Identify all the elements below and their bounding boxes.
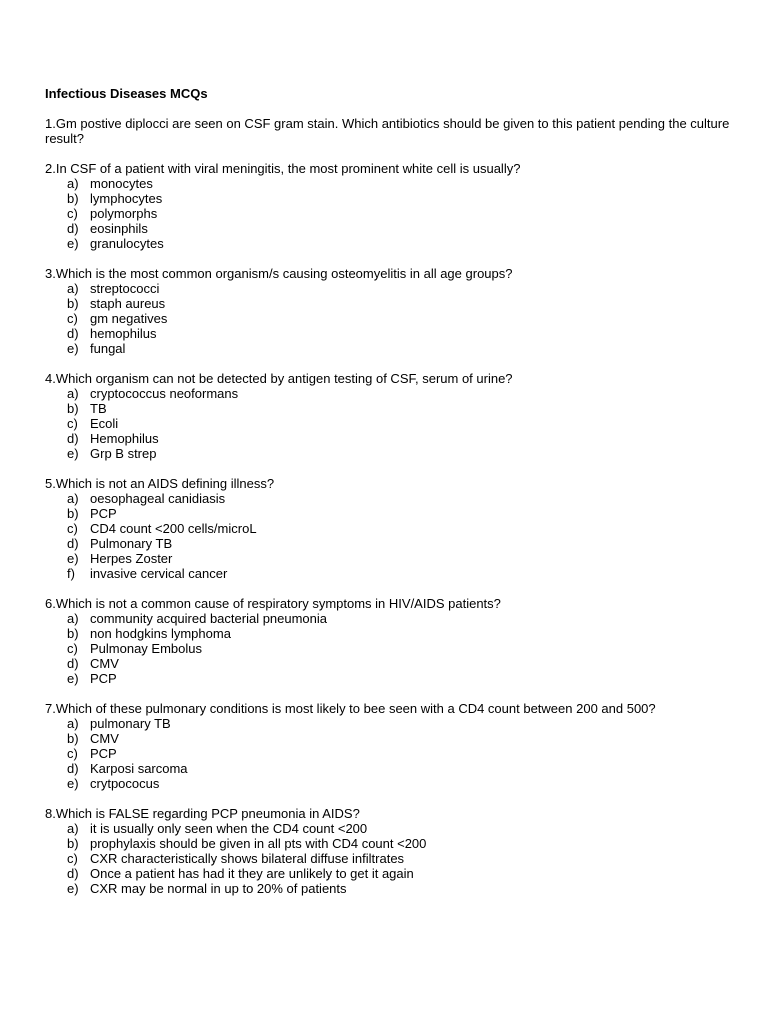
answer-option <box>45 326 735 341</box>
option-letter: a) <box>67 281 79 296</box>
option-letter: c) <box>67 206 78 221</box>
option-letter: d) <box>67 536 79 551</box>
answer-option <box>45 851 735 866</box>
option-letter: d) <box>67 866 79 881</box>
answer-option <box>45 191 735 206</box>
answer-option <box>45 221 735 236</box>
option-text: cryptococcus neoformans <box>90 386 239 401</box>
option-letter: d) <box>67 431 79 446</box>
answer-options <box>45 611 735 686</box>
option-text: CD4 count <200 cells/microL <box>90 521 257 536</box>
answer-options <box>45 386 735 461</box>
option-text: gm negatives <box>90 311 168 326</box>
option-letter: e) <box>67 881 79 896</box>
answer-option <box>45 491 735 506</box>
option-letter: a) <box>67 386 79 401</box>
option-letter: e) <box>67 236 79 251</box>
option-text: staph aureus <box>90 296 166 311</box>
answer-option <box>45 416 735 431</box>
answer-option <box>45 206 735 221</box>
option-text: non hodgkins lymphoma <box>90 626 231 641</box>
question-stem: 8.Which is FALSE regarding PCP pneumonia in AIDS? <box>45 806 360 821</box>
option-text: eosinphils <box>90 221 148 236</box>
option-letter: d) <box>67 326 79 341</box>
option-letter: c) <box>67 311 78 326</box>
option-letter: c) <box>67 851 78 866</box>
answer-option <box>45 656 735 671</box>
question-stem: 2.In CSF of a patient with viral meningitis, the most prominent white cell is usually? <box>45 161 521 176</box>
option-text: Grp B strep <box>90 446 157 461</box>
option-text: community acquired bacterial pneumonia <box>90 611 328 626</box>
answer-option <box>45 866 735 881</box>
question-stem: 5.Which is not an AIDS defining illness? <box>45 476 275 491</box>
option-text: lymphocytes <box>90 191 163 206</box>
answer-option <box>45 386 735 401</box>
answer-options <box>45 716 735 791</box>
option-letter: a) <box>67 176 79 191</box>
answer-option <box>45 626 735 641</box>
option-letter: d) <box>67 221 79 236</box>
question-block <box>45 806 735 896</box>
option-letter: b) <box>67 401 79 416</box>
question-block <box>45 596 735 686</box>
option-text: Karposi sarcoma <box>90 761 188 776</box>
answer-options <box>45 491 735 581</box>
option-letter: e) <box>67 551 79 566</box>
option-text: fungal <box>90 341 126 356</box>
option-letter: b) <box>67 626 79 641</box>
option-text: crytpococus <box>90 776 160 791</box>
option-letter: e) <box>67 776 79 791</box>
option-letter: c) <box>67 416 78 431</box>
question-block <box>45 701 735 791</box>
answer-option <box>45 341 735 356</box>
option-text: CMV <box>90 731 119 746</box>
question-stem: 1.Gm postive diplocci are seen on CSF gram stain. Which antibiotics should be given to this patient pending the culture result? <box>45 116 730 146</box>
answer-options <box>45 821 735 896</box>
option-text: PCP <box>90 506 117 521</box>
option-letter: c) <box>67 521 78 536</box>
option-letter: a) <box>67 821 79 836</box>
option-letter: c) <box>67 641 78 656</box>
answer-option <box>45 431 735 446</box>
option-letter: b) <box>67 731 79 746</box>
option-text: CXR may be normal in up to 20% of patients <box>90 881 347 896</box>
answer-option <box>45 836 735 851</box>
option-text: hemophilus <box>90 326 157 341</box>
answer-option <box>45 536 735 551</box>
option-text: pulmonary TB <box>90 716 171 731</box>
answer-option <box>45 611 735 626</box>
answer-option <box>45 296 735 311</box>
answer-option <box>45 521 735 536</box>
answer-option <box>45 671 735 686</box>
option-letter: c) <box>67 746 78 761</box>
option-letter: e) <box>67 341 79 356</box>
question-list <box>45 116 735 896</box>
option-text: prophylaxis should be given in all pts with CD4 count <200 <box>90 836 427 851</box>
option-text: invasive cervical cancer <box>90 566 228 581</box>
option-letter: b) <box>67 296 79 311</box>
option-letter: a) <box>67 491 79 506</box>
question-block <box>45 476 735 581</box>
question-block <box>45 161 735 251</box>
answer-option <box>45 776 735 791</box>
option-text: monocytes <box>90 176 153 191</box>
document-page <box>45 86 735 911</box>
document-title: Infectious Diseases MCQs <box>45 86 208 101</box>
option-letter: b) <box>67 836 79 851</box>
answer-option <box>45 566 735 581</box>
answer-option <box>45 281 735 296</box>
option-text: polymorphs <box>90 206 158 221</box>
option-text: Ecoli <box>90 416 119 431</box>
answer-option <box>45 236 735 251</box>
answer-options <box>45 176 735 251</box>
answer-option <box>45 506 735 521</box>
option-text: it is usually only seen when the CD4 count <200 <box>90 821 368 836</box>
option-text: Pulmonay Embolus <box>90 641 202 656</box>
option-text: Hemophilus <box>90 431 159 446</box>
option-text: PCP <box>90 671 117 686</box>
answer-option <box>45 716 735 731</box>
option-letter: f) <box>67 566 75 581</box>
option-text: streptococci <box>90 281 160 296</box>
answer-option <box>45 551 735 566</box>
option-letter: e) <box>67 671 79 686</box>
option-text: oesophageal canidiasis <box>90 491 226 506</box>
question-stem: 4.Which organism can not be detected by antigen testing of CSF, serum of urine? <box>45 371 513 386</box>
answer-option <box>45 731 735 746</box>
option-letter: d) <box>67 761 79 776</box>
answer-option <box>45 176 735 191</box>
option-letter: a) <box>67 611 79 626</box>
question-block <box>45 116 735 146</box>
answer-option <box>45 641 735 656</box>
option-letter: a) <box>67 716 79 731</box>
option-text: CMV <box>90 656 119 671</box>
option-text: granulocytes <box>90 236 164 251</box>
option-letter: b) <box>67 191 79 206</box>
question-stem: 3.Which is the most common organism/s causing osteomyelitis in all age groups? <box>45 266 513 281</box>
option-text: Pulmonary TB <box>90 536 173 551</box>
option-letter: d) <box>67 656 79 671</box>
option-letter: b) <box>67 506 79 521</box>
answer-option <box>45 761 735 776</box>
option-text: Once a patient has had it they are unlikely to get it again <box>90 866 414 881</box>
option-letter: e) <box>67 446 79 461</box>
question-block <box>45 371 735 461</box>
option-text: CXR characteristically shows bilateral diffuse infiltrates <box>90 851 405 866</box>
answer-option <box>45 821 735 836</box>
answer-option <box>45 446 735 461</box>
option-text: Herpes Zoster <box>90 551 173 566</box>
option-text: PCP <box>90 746 117 761</box>
question-block <box>45 266 735 356</box>
answer-option <box>45 401 735 416</box>
answer-option <box>45 311 735 326</box>
question-stem: 6.Which is not a common cause of respiratory symptoms in HIV/AIDS patients? <box>45 596 501 611</box>
answer-options <box>45 281 735 356</box>
question-stem: 7.Which of these pulmonary conditions is most likely to bee seen with a CD4 count between 200 and 500? <box>45 701 656 716</box>
option-text: TB <box>90 401 107 416</box>
answer-option <box>45 881 735 896</box>
answer-option <box>45 746 735 761</box>
